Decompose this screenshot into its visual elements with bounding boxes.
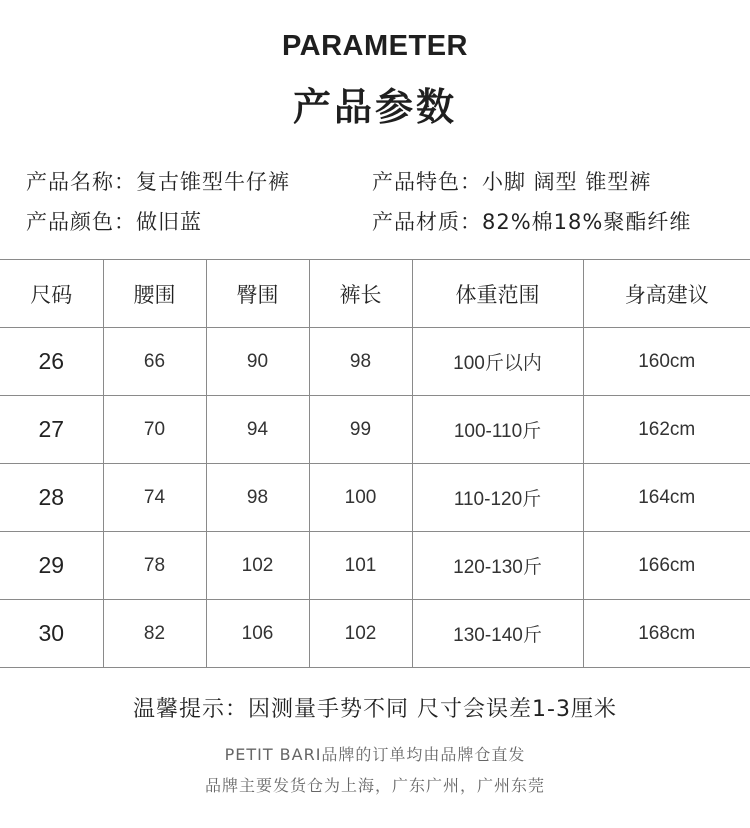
length-cell: 100 bbox=[309, 464, 412, 532]
header-waist: 腰围 bbox=[103, 260, 206, 328]
height-cell: 168cm bbox=[583, 600, 750, 668]
height-cell: 160cm bbox=[583, 328, 750, 396]
page-title-cn: 产品参数 bbox=[292, 85, 457, 129]
header-height-suggestion: 身高建议 bbox=[583, 260, 750, 328]
length-cell: 99 bbox=[309, 396, 412, 464]
weight-range-cell: 120-130斤 bbox=[412, 532, 583, 600]
hip-cell: 90 bbox=[206, 328, 309, 396]
height-cell: 162cm bbox=[583, 396, 750, 464]
product-color-row bbox=[26, 206, 202, 236]
footer-shipping-line-2: 品牌主要发货仓为上海，广东广州，广州东莞 bbox=[204, 776, 545, 795]
header-length: 裤长 bbox=[309, 260, 412, 328]
length-cell: 98 bbox=[309, 328, 412, 396]
product-material-row bbox=[372, 206, 691, 236]
waist-cell: 66 bbox=[103, 328, 206, 396]
product-feature-label: 产品特色： bbox=[372, 170, 482, 194]
product-feature-row bbox=[372, 166, 651, 196]
page-title-en: PARAMETER bbox=[281, 30, 469, 62]
product-color-value: 做旧蓝 bbox=[136, 210, 202, 234]
waist-cell: 74 bbox=[103, 464, 206, 532]
product-name-row bbox=[26, 166, 290, 196]
product-material-label: 产品材质： bbox=[372, 210, 482, 234]
size-cell: 29 bbox=[0, 532, 103, 600]
table-row bbox=[0, 396, 750, 464]
product-color-label: 产品颜色： bbox=[26, 210, 136, 234]
table-row bbox=[0, 600, 750, 668]
hip-cell: 102 bbox=[206, 532, 309, 600]
waist-cell: 78 bbox=[103, 532, 206, 600]
size-cell: 28 bbox=[0, 464, 103, 532]
table-row bbox=[0, 532, 750, 600]
header-weight-range: 体重范围 bbox=[412, 260, 583, 328]
product-name-label: 产品名称： bbox=[26, 170, 136, 194]
header-size: 尺码 bbox=[0, 260, 103, 328]
hip-cell: 106 bbox=[206, 600, 309, 668]
table-header-row bbox=[0, 260, 750, 328]
height-cell: 166cm bbox=[583, 532, 750, 600]
size-table bbox=[0, 259, 750, 668]
size-cell: 26 bbox=[0, 328, 103, 396]
weight-range-cell: 100-110斤 bbox=[412, 396, 583, 464]
measurement-notice: 温馨提示：因测量手势不同 尺寸会误差1-3厘米 bbox=[133, 697, 617, 722]
height-cell: 164cm bbox=[583, 464, 750, 532]
hip-cell: 94 bbox=[206, 396, 309, 464]
footer-shipping-line-1: PETIT BARI品牌的订单均由品牌仓直发 bbox=[224, 745, 526, 764]
table-row bbox=[0, 464, 750, 532]
weight-range-cell: 110-120斤 bbox=[412, 464, 583, 532]
weight-range-cell: 130-140斤 bbox=[412, 600, 583, 668]
product-name-value: 复古锥型牛仔裤 bbox=[136, 170, 290, 194]
size-cell: 27 bbox=[0, 396, 103, 464]
weight-range-cell: 100斤以内 bbox=[412, 328, 583, 396]
product-feature-value: 小脚 阔型 锥型裤 bbox=[482, 170, 652, 194]
size-cell: 30 bbox=[0, 600, 103, 668]
header-hip: 臀围 bbox=[206, 260, 309, 328]
waist-cell: 70 bbox=[103, 396, 206, 464]
length-cell: 101 bbox=[309, 532, 412, 600]
product-material-value: 82%棉18%聚酯纤维 bbox=[482, 210, 692, 234]
length-cell: 102 bbox=[309, 600, 412, 668]
hip-cell: 98 bbox=[206, 464, 309, 532]
table-row bbox=[0, 328, 750, 396]
waist-cell: 82 bbox=[103, 600, 206, 668]
